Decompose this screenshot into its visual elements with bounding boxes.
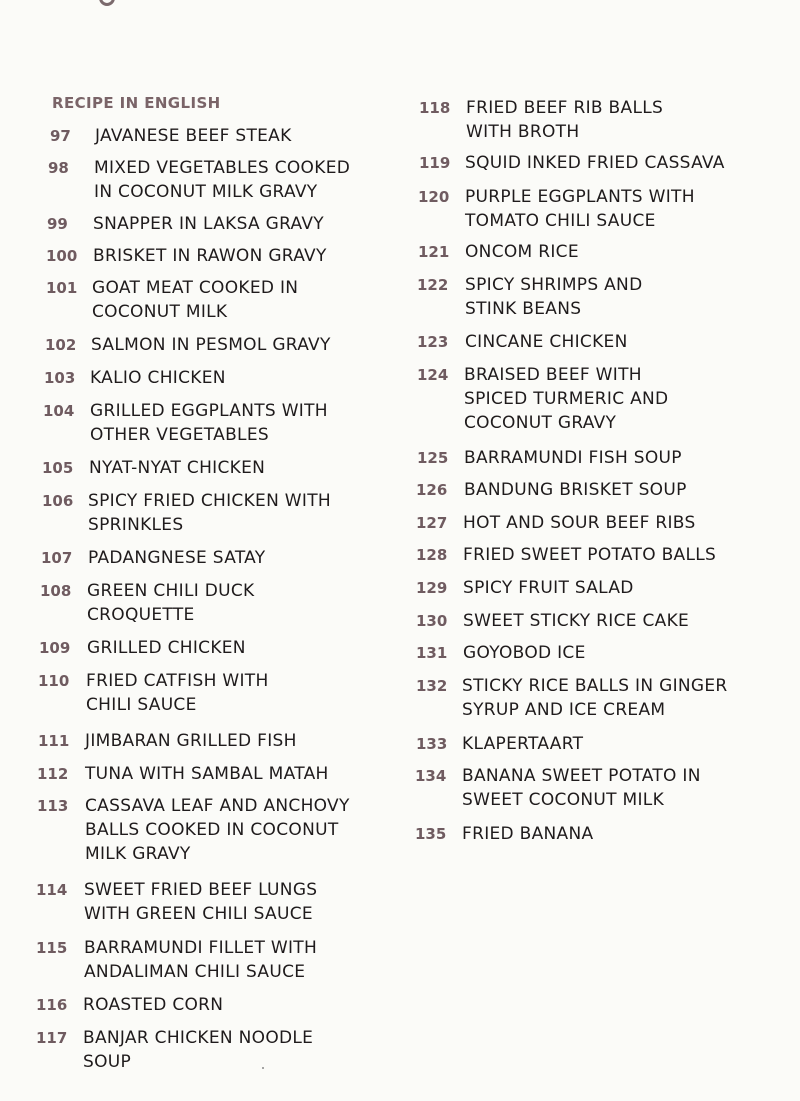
recipe-title-line: NYAT-NYAT CHICKEN — [89, 458, 266, 478]
recipe-entry — [417, 273, 642, 321]
recipe-number: 112 — [37, 765, 69, 783]
recipe-title-line: STINK BEANS — [465, 299, 582, 319]
recipe-entry — [48, 156, 350, 204]
recipe-title — [90, 399, 328, 447]
recipe-title-line: CROQUETTE — [87, 605, 195, 625]
recipe-title-line: BRAISED BEEF WITH — [464, 365, 642, 385]
recipe-title — [91, 333, 331, 357]
recipe-entry — [36, 1026, 313, 1074]
recipe-title — [85, 794, 350, 866]
recipe-entry — [416, 543, 716, 567]
recipe-title-line: SOUP — [83, 1052, 132, 1072]
recipe-entry — [41, 546, 265, 570]
recipe-title-line: SWEET COCONUT MILK — [462, 790, 665, 810]
recipe-title — [465, 330, 628, 354]
recipe-entry — [46, 244, 327, 268]
recipe-title — [465, 151, 725, 175]
recipe-title-line: SPICY FRUIT SALAD — [463, 578, 634, 598]
recipe-entry — [417, 446, 682, 470]
recipe-entry — [36, 936, 317, 984]
recipe-entry — [37, 762, 329, 786]
recipe-title-line: SQUID INKED FRIED CASSAVA — [465, 153, 725, 173]
recipe-title — [89, 456, 265, 480]
recipe-number: 133 — [416, 735, 448, 753]
recipe-title — [83, 1026, 313, 1074]
recipe-entry — [416, 609, 689, 633]
recipe-title-line: SWEET FRIED BEEF LUNGS — [84, 880, 318, 900]
recipe-number: 116 — [36, 996, 68, 1014]
recipe-title-line: FRIED BANANA — [462, 824, 594, 844]
recipe-title-line: TOMATO CHILI SAUCE — [465, 211, 656, 231]
recipe-entry — [45, 333, 331, 357]
recipe-title-line: SPICED TURMERIC AND — [464, 389, 669, 409]
recipe-title — [87, 579, 255, 627]
recipe-title — [462, 674, 728, 722]
recipe-title-line: GOYOBOD ICE — [463, 643, 586, 663]
recipe-entry — [50, 124, 292, 148]
recipe-entry — [36, 993, 223, 1017]
recipe-number: 132 — [416, 677, 448, 695]
recipe-entry — [39, 636, 246, 660]
recipe-title-line: FRIED BEEF RIB BALLS — [466, 98, 664, 118]
recipe-entry — [419, 96, 663, 144]
recipe-title-line: FRIED CATFISH WITH — [86, 671, 269, 691]
recipe-title-line: WITH BROTH — [466, 122, 580, 142]
recipe-title — [462, 732, 583, 756]
recipe-title-line: ROASTED CORN — [83, 995, 224, 1015]
recipe-title — [463, 576, 634, 600]
recipe-number: 101 — [46, 279, 78, 297]
recipe-number: 110 — [38, 672, 70, 690]
recipe-number: 100 — [46, 247, 78, 265]
recipe-title-line: JIMBARAN GRILLED FISH — [85, 731, 297, 751]
recipe-title-line: COCONUT MILK — [92, 302, 228, 322]
recipe-title — [464, 446, 682, 470]
recipe-entry — [37, 794, 350, 866]
recipe-title-line: IN COCONUT MILK GRAVY — [94, 182, 318, 202]
recipe-title — [462, 764, 701, 812]
recipe-title — [85, 729, 297, 753]
recipe-title-line: BRISKET IN RAWON GRAVY — [93, 246, 327, 266]
recipe-title-line: BANJAR CHICKEN NOODLE — [83, 1028, 314, 1048]
recipe-entry — [416, 478, 687, 502]
recipe-number: 108 — [40, 582, 72, 600]
recipe-number: 135 — [415, 825, 447, 843]
recipe-title — [463, 641, 586, 665]
recipe-title-line: COCONUT GRAVY — [464, 413, 617, 433]
recipe-number: 99 — [47, 215, 68, 233]
recipe-title-line: FRIED SWEET POTATO BALLS — [463, 545, 717, 565]
recipe-number: 130 — [416, 612, 448, 630]
recipe-title — [90, 366, 226, 390]
recipe-title-line: SPICY FRIED CHICKEN WITH — [88, 491, 331, 511]
recipe-title — [465, 273, 642, 321]
recipe-number: 104 — [43, 402, 75, 420]
recipe-number: 111 — [38, 732, 70, 750]
recipe-title — [92, 276, 298, 324]
recipe-number: 114 — [36, 881, 68, 899]
recipe-number: 118 — [419, 99, 451, 117]
speck — [262, 1067, 264, 1069]
recipe-number: 106 — [42, 492, 74, 510]
recipe-title — [463, 609, 689, 633]
page-number-fragment — [99, 0, 115, 6]
recipe-title-line: BARRAMUNDI FILLET WITH — [84, 938, 318, 958]
recipe-title — [463, 543, 716, 567]
recipe-title-line: CASSAVA LEAF AND ANCHOVY — [85, 796, 350, 816]
recipe-number: 105 — [42, 459, 74, 477]
recipe-title-line: STICKY RICE BALLS IN GINGER — [462, 676, 728, 696]
recipe-entry — [43, 399, 328, 447]
recipe-title — [86, 669, 269, 717]
recipe-title — [93, 212, 324, 236]
recipe-entry — [36, 878, 317, 926]
recipe-title-line: BANANA SWEET POTATO IN — [462, 766, 701, 786]
recipe-title — [84, 936, 317, 984]
recipe-number: 107 — [41, 549, 73, 567]
recipe-title-line: ANDALIMAN CHILI SAUCE — [84, 962, 306, 982]
recipe-entry — [38, 729, 297, 753]
recipe-title — [464, 363, 668, 435]
recipe-entry — [46, 276, 298, 324]
recipe-number: 131 — [416, 644, 448, 662]
recipe-entry — [418, 240, 579, 264]
recipe-title-line: PADANGNESE SATAY — [88, 548, 266, 568]
recipe-entry — [42, 489, 331, 537]
recipe-title — [466, 96, 663, 144]
recipe-title-line: PURPLE EGGPLANTS WITH — [465, 187, 695, 207]
recipe-title-line: HOT AND SOUR BEEF RIBS — [463, 513, 696, 533]
recipe-title-line: OTHER VEGETABLES — [90, 425, 269, 445]
recipe-title-line: MIXED VEGETABLES COOKED — [94, 158, 351, 178]
recipe-title — [465, 240, 579, 264]
recipe-number: 128 — [416, 546, 448, 564]
recipe-title-line: JAVANESE BEEF STEAK — [95, 126, 292, 146]
recipe-title-line: SPRINKLES — [88, 515, 184, 535]
recipe-entry — [415, 822, 593, 846]
recipe-title-line: GOAT MEAT COOKED IN — [92, 278, 299, 298]
recipe-entry — [417, 330, 628, 354]
recipe-number: 121 — [418, 243, 450, 261]
recipe-number: 123 — [417, 333, 449, 351]
recipe-title-line: TUNA WITH SAMBAL MATAH — [85, 764, 329, 784]
recipe-entry — [419, 151, 725, 175]
recipe-entry — [416, 732, 583, 756]
recipe-title — [94, 156, 350, 204]
recipe-title — [88, 546, 265, 570]
recipe-entry — [417, 363, 668, 435]
recipe-entry — [44, 366, 226, 390]
recipe-title-line: KALIO CHICKEN — [90, 368, 226, 388]
recipe-number: 124 — [417, 366, 449, 384]
recipe-title-line: SNAPPER IN LAKSA GRAVY — [93, 214, 324, 234]
recipe-title — [93, 244, 327, 268]
recipe-title — [462, 822, 593, 846]
recipe-title — [84, 878, 317, 926]
recipe-title-line: BALLS COOKED IN COCONUT — [85, 820, 339, 840]
recipe-entry — [47, 212, 324, 236]
recipe-number: 113 — [37, 797, 69, 815]
recipe-number: 122 — [417, 276, 449, 294]
recipe-title-line: ONCOM RICE — [465, 242, 579, 262]
recipe-number: 103 — [44, 369, 76, 387]
recipe-title-line: GRILLED CHICKEN — [87, 638, 246, 658]
recipe-title — [85, 762, 329, 786]
recipe-number: 120 — [418, 188, 450, 206]
recipe-title — [95, 124, 292, 148]
recipe-title-line: CHILI SAUCE — [86, 695, 197, 715]
recipe-title — [83, 993, 223, 1017]
recipe-title-line: CINCANE CHICKEN — [465, 332, 628, 352]
recipe-title-line: MILK GRAVY — [85, 844, 191, 864]
recipe-title-line: SWEET STICKY RICE CAKE — [463, 611, 690, 631]
recipe-number: 125 — [417, 449, 449, 467]
recipe-number: 134 — [415, 767, 447, 785]
recipe-number: 97 — [50, 127, 71, 145]
recipe-entry — [416, 511, 696, 535]
section-heading: RECIPE IN ENGLISH — [52, 94, 221, 112]
recipe-title-line: BARRAMUNDI FISH SOUP — [464, 448, 682, 468]
recipe-title-line: SYRUP AND ICE CREAM — [462, 700, 666, 720]
recipe-number: 102 — [45, 336, 77, 354]
recipe-number: 115 — [36, 939, 68, 957]
recipe-title — [463, 511, 696, 535]
recipe-title-line: GRILLED EGGPLANTS WITH — [90, 401, 328, 421]
recipe-title-line: SPICY SHRIMPS AND — [465, 275, 643, 295]
recipe-entry — [418, 185, 695, 233]
recipe-title — [87, 636, 246, 660]
recipe-title-line: WITH GREEN CHILI SAUCE — [84, 904, 313, 924]
recipe-title — [88, 489, 331, 537]
recipe-entry — [416, 674, 728, 722]
recipe-number: 119 — [419, 154, 451, 172]
recipe-entry — [42, 456, 265, 480]
recipe-title — [464, 478, 687, 502]
recipe-number: 117 — [36, 1029, 68, 1047]
recipe-title-line: KLAPERTAART — [462, 734, 584, 754]
recipe-entry — [416, 576, 634, 600]
recipe-entry — [38, 669, 269, 717]
recipe-number: 109 — [39, 639, 71, 657]
recipe-title-line: GREEN CHILI DUCK — [87, 581, 255, 601]
recipe-title — [465, 185, 695, 233]
recipe-number: 129 — [416, 579, 448, 597]
recipe-entry — [415, 764, 701, 812]
recipe-number: 126 — [416, 481, 448, 499]
recipe-title-line: BANDUNG BRISKET SOUP — [464, 480, 687, 500]
recipe-number: 127 — [416, 514, 448, 532]
recipe-entry — [40, 579, 255, 627]
recipe-number: 98 — [48, 159, 69, 177]
recipe-title-line: SALMON IN PESMOL GRAVY — [91, 335, 331, 355]
recipe-entry — [416, 641, 586, 665]
